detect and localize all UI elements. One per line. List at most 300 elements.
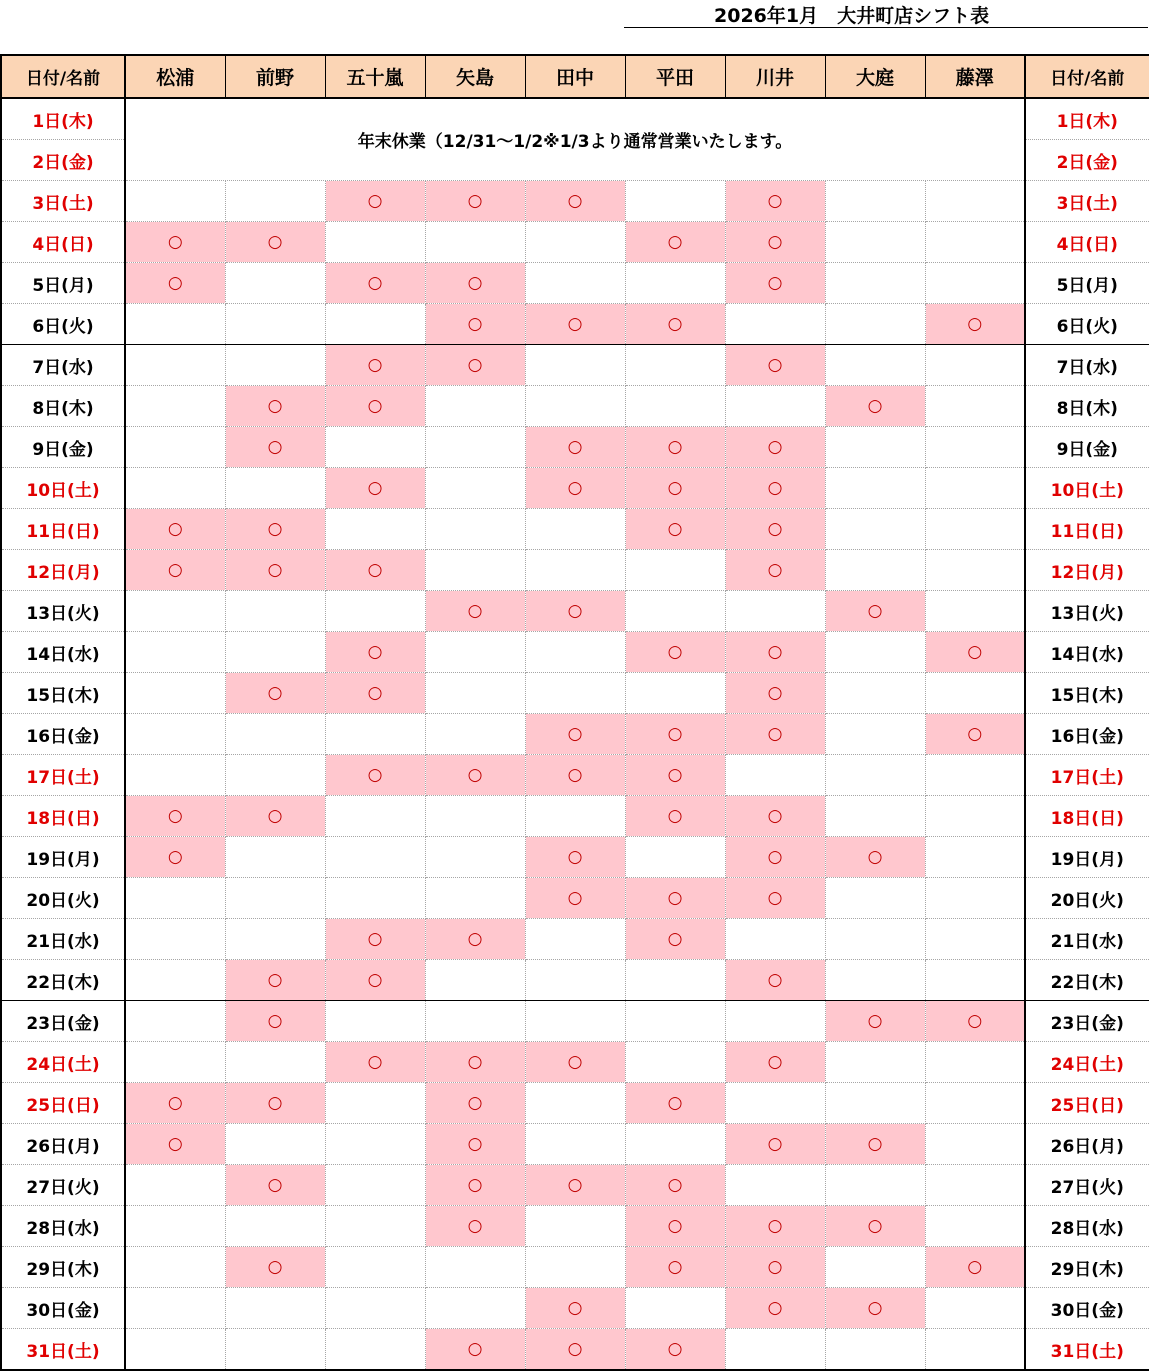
shift-cell[interactable] (325, 714, 425, 755)
shift-cell[interactable] (425, 1042, 525, 1083)
shift-cell[interactable] (225, 1124, 325, 1165)
shift-mark: ○ (467, 1093, 483, 1113)
shift-cell[interactable] (425, 1124, 525, 1165)
shift-cell[interactable] (125, 591, 225, 632)
shift-cell[interactable] (925, 181, 1025, 222)
shift-cell[interactable] (525, 919, 625, 960)
shift-cell[interactable] (525, 1165, 625, 1206)
day-row (1, 714, 1149, 755)
staff-header: 平田 (625, 55, 725, 98)
shift-cell[interactable] (525, 1001, 625, 1042)
shift-cell[interactable] (925, 1206, 1025, 1247)
shift-cell[interactable] (825, 632, 925, 673)
shift-cell[interactable] (425, 1206, 525, 1247)
shift-cell[interactable] (125, 837, 225, 878)
shift-cell[interactable] (725, 1124, 825, 1165)
shift-cell[interactable] (125, 550, 225, 591)
shift-cell[interactable] (725, 1083, 825, 1124)
shift-cell[interactable] (425, 1001, 525, 1042)
shift-cell[interactable] (425, 673, 525, 714)
date-cell-left: 29日(木) (1, 1247, 125, 1288)
shift-cell[interactable] (325, 755, 425, 796)
shift-cell[interactable] (625, 632, 725, 673)
shift-cell[interactable] (625, 1124, 725, 1165)
shift-mark: ○ (467, 1052, 483, 1072)
shift-cell[interactable] (625, 591, 725, 632)
shift-cell[interactable] (925, 509, 1025, 550)
shift-cell[interactable] (125, 181, 225, 222)
date-cell-left: 12日(月) (1, 550, 125, 591)
shift-cell[interactable] (725, 222, 825, 263)
shift-cell[interactable] (525, 468, 625, 509)
shift-cell[interactable] (325, 1206, 425, 1247)
shift-cell[interactable] (625, 181, 725, 222)
shift-cell[interactable] (425, 919, 525, 960)
shift-cell[interactable] (225, 345, 325, 386)
shift-cell[interactable] (825, 345, 925, 386)
shift-cell[interactable] (125, 714, 225, 755)
shift-mark: ○ (767, 1134, 783, 1154)
shift-mark: ○ (467, 929, 483, 949)
shift-cell[interactable] (525, 304, 625, 345)
shift-cell[interactable] (225, 263, 325, 304)
shift-cell[interactable] (625, 304, 725, 345)
shift-cell[interactable] (625, 1206, 725, 1247)
shift-cell[interactable] (225, 468, 325, 509)
shift-cell[interactable] (325, 673, 425, 714)
shift-cell[interactable] (825, 1042, 925, 1083)
shift-cell[interactable] (725, 427, 825, 468)
date-cell-right: 12日(月) (1025, 550, 1149, 591)
shift-cell[interactable] (925, 550, 1025, 591)
shift-cell[interactable] (625, 960, 725, 1001)
shift-cell[interactable] (925, 878, 1025, 919)
shift-cell[interactable] (325, 591, 425, 632)
shift-cell[interactable] (625, 837, 725, 878)
shift-cell[interactable] (825, 714, 925, 755)
shift-cell[interactable] (525, 673, 625, 714)
shift-cell[interactable] (525, 181, 625, 222)
shift-cell[interactable] (525, 1288, 625, 1329)
shift-cell[interactable] (925, 1165, 1025, 1206)
shift-cell[interactable] (225, 1042, 325, 1083)
date-cell-right: 18日(日) (1025, 796, 1149, 837)
shift-cell[interactable] (925, 796, 1025, 837)
shift-cell[interactable] (725, 919, 825, 960)
shift-cell[interactable] (925, 1247, 1025, 1288)
shift-cell[interactable] (925, 263, 1025, 304)
shift-cell[interactable] (825, 1247, 925, 1288)
shift-cell[interactable] (725, 386, 825, 427)
shift-cell[interactable] (325, 222, 425, 263)
shift-cell[interactable] (725, 837, 825, 878)
shift-mark: ○ (767, 642, 783, 662)
date-cell-left: 19日(月) (1, 837, 125, 878)
shift-cell[interactable] (325, 550, 425, 591)
shift-cell[interactable] (825, 1329, 925, 1371)
shift-cell[interactable] (125, 1001, 225, 1042)
shift-cell[interactable] (225, 1247, 325, 1288)
shift-cell[interactable] (425, 1165, 525, 1206)
shift-cell[interactable] (125, 673, 225, 714)
shift-cell[interactable] (925, 1042, 1025, 1083)
shift-cell[interactable] (125, 345, 225, 386)
shift-cell[interactable] (425, 1288, 525, 1329)
shift-cell[interactable] (325, 1329, 425, 1371)
shift-cell[interactable] (525, 960, 625, 1001)
shift-cell[interactable] (125, 468, 225, 509)
shift-cell[interactable] (225, 509, 325, 550)
shift-cell[interactable] (725, 345, 825, 386)
shift-cell[interactable] (625, 427, 725, 468)
shift-cell[interactable] (225, 1001, 325, 1042)
shift-cell[interactable] (725, 1001, 825, 1042)
shift-cell[interactable] (125, 222, 225, 263)
shift-cell[interactable] (925, 1124, 1025, 1165)
shift-cell[interactable] (225, 1165, 325, 1206)
shift-cell[interactable] (425, 427, 525, 468)
day-row (1, 1206, 1149, 1247)
shift-cell[interactable] (225, 673, 325, 714)
shift-cell[interactable] (425, 550, 525, 591)
shift-cell[interactable] (425, 222, 525, 263)
shift-cell[interactable] (825, 878, 925, 919)
shift-cell[interactable] (125, 1206, 225, 1247)
shift-cell[interactable] (225, 222, 325, 263)
shift-cell[interactable] (225, 714, 325, 755)
shift-cell[interactable] (325, 386, 425, 427)
shift-cell[interactable] (425, 263, 525, 304)
shift-cell[interactable] (125, 509, 225, 550)
shift-cell[interactable] (725, 591, 825, 632)
day-row (1, 1124, 1149, 1165)
shift-cell[interactable] (825, 1083, 925, 1124)
shift-mark: ○ (267, 683, 283, 703)
shift-cell[interactable] (525, 591, 625, 632)
staff-header: 前野 (225, 55, 325, 98)
shift-cell[interactable] (425, 1083, 525, 1124)
shift-cell[interactable] (425, 1329, 525, 1371)
shift-cell[interactable] (125, 1247, 225, 1288)
shift-cell[interactable] (425, 591, 525, 632)
shift-cell[interactable] (825, 1001, 925, 1042)
shift-cell[interactable] (925, 714, 1025, 755)
shift-cell[interactable] (425, 304, 525, 345)
shift-cell[interactable] (425, 468, 525, 509)
shift-cell[interactable] (925, 222, 1025, 263)
shift-cell[interactable] (725, 304, 825, 345)
shift-cell[interactable] (325, 468, 425, 509)
shift-cell[interactable] (725, 796, 825, 837)
shift-cell[interactable] (525, 714, 625, 755)
shift-cell[interactable] (125, 304, 225, 345)
shift-cell[interactable] (225, 1288, 325, 1329)
date-cell-right: 21日(水) (1025, 919, 1149, 960)
shift-cell[interactable] (925, 1329, 1025, 1371)
shift-cell[interactable] (725, 550, 825, 591)
shift-cell[interactable] (825, 837, 925, 878)
shift-cell[interactable] (625, 755, 725, 796)
shift-cell[interactable] (825, 673, 925, 714)
shift-cell[interactable] (325, 1288, 425, 1329)
shift-cell[interactable] (725, 263, 825, 304)
shift-cell[interactable] (625, 1042, 725, 1083)
shift-cell[interactable] (225, 878, 325, 919)
shift-cell[interactable] (825, 427, 925, 468)
shift-cell[interactable] (525, 1124, 625, 1165)
shift-cell[interactable] (325, 1124, 425, 1165)
shift-cell[interactable] (225, 1083, 325, 1124)
shift-cell[interactable] (125, 1124, 225, 1165)
shift-cell[interactable] (425, 345, 525, 386)
shift-cell[interactable] (225, 591, 325, 632)
shift-cell[interactable] (725, 714, 825, 755)
shift-cell[interactable] (525, 222, 625, 263)
shift-cell[interactable] (925, 632, 1025, 673)
shift-cell[interactable] (625, 222, 725, 263)
shift-cell[interactable] (625, 345, 725, 386)
shift-cell[interactable] (125, 919, 225, 960)
shift-cell[interactable] (825, 1165, 925, 1206)
shift-cell[interactable] (125, 1083, 225, 1124)
shift-cell[interactable] (925, 1001, 1025, 1042)
shift-cell[interactable] (325, 1001, 425, 1042)
shift-mark: ○ (667, 929, 683, 949)
shift-cell[interactable] (325, 181, 425, 222)
shift-cell[interactable] (825, 960, 925, 1001)
shift-cell[interactable] (825, 509, 925, 550)
shift-cell[interactable] (325, 509, 425, 550)
day-row (1, 1288, 1149, 1329)
shift-cell[interactable] (325, 304, 425, 345)
shift-cell[interactable] (625, 1001, 725, 1042)
shift-cell[interactable] (525, 345, 625, 386)
shift-cell[interactable] (525, 878, 625, 919)
shift-cell[interactable] (325, 263, 425, 304)
shift-cell[interactable] (825, 263, 925, 304)
shift-mark: ○ (667, 806, 683, 826)
day-row (1, 1001, 1149, 1042)
shift-cell[interactable] (825, 591, 925, 632)
shift-cell[interactable] (425, 386, 525, 427)
shift-cell[interactable] (425, 960, 525, 1001)
shift-cell[interactable] (825, 386, 925, 427)
date-cell-left: 18日(日) (1, 796, 125, 837)
shift-cell[interactable] (425, 181, 525, 222)
shift-cell[interactable] (125, 960, 225, 1001)
shift-cell[interactable] (825, 796, 925, 837)
shift-cell[interactable] (525, 1042, 625, 1083)
shift-cell[interactable] (525, 837, 625, 878)
shift-cell[interactable] (725, 1042, 825, 1083)
shift-cell[interactable] (325, 919, 425, 960)
shift-mark: ○ (167, 232, 183, 252)
shift-mark: ○ (567, 765, 583, 785)
shift-cell[interactable] (425, 878, 525, 919)
staff-header: 五十嵐 (325, 55, 425, 98)
shift-cell[interactable] (825, 181, 925, 222)
shift-cell[interactable] (825, 304, 925, 345)
shift-cell[interactable] (725, 673, 825, 714)
shift-cell[interactable] (425, 837, 525, 878)
shift-cell[interactable] (625, 1329, 725, 1371)
shift-cell[interactable] (625, 714, 725, 755)
shift-cell[interactable] (525, 632, 625, 673)
shift-cell[interactable] (725, 755, 825, 796)
shift-cell[interactable] (325, 1083, 425, 1124)
shift-cell[interactable] (625, 1247, 725, 1288)
shift-cell[interactable] (925, 755, 1025, 796)
shift-mark: ○ (767, 437, 783, 457)
shift-cell[interactable] (525, 1206, 625, 1247)
shift-cell[interactable] (225, 919, 325, 960)
shift-mark: ○ (667, 519, 683, 539)
shift-cell[interactable] (125, 796, 225, 837)
shift-cell[interactable] (925, 960, 1025, 1001)
shift-cell[interactable] (825, 1206, 925, 1247)
shift-cell[interactable] (525, 550, 625, 591)
shift-cell[interactable] (825, 550, 925, 591)
shift-cell[interactable] (125, 427, 225, 468)
date-cell-left: 24日(土) (1, 1042, 125, 1083)
shift-cell[interactable] (425, 755, 525, 796)
shift-cell[interactable] (625, 468, 725, 509)
shift-cell[interactable] (725, 1329, 825, 1371)
shift-cell[interactable] (225, 181, 325, 222)
shift-cell[interactable] (125, 1042, 225, 1083)
shift-cell[interactable] (325, 427, 425, 468)
shift-cell[interactable] (125, 632, 225, 673)
shift-cell[interactable] (125, 263, 225, 304)
shift-cell[interactable] (825, 222, 925, 263)
shift-cell[interactable] (225, 796, 325, 837)
shift-mark: ○ (267, 970, 283, 990)
shift-cell[interactable] (925, 591, 1025, 632)
shift-cell[interactable] (525, 755, 625, 796)
shift-cell[interactable] (125, 1329, 225, 1371)
shift-cell[interactable] (625, 796, 725, 837)
shift-cell[interactable] (225, 960, 325, 1001)
shift-mark: ○ (567, 724, 583, 744)
shift-cell[interactable] (725, 468, 825, 509)
shift-cell[interactable] (325, 960, 425, 1001)
shift-cell[interactable] (525, 509, 625, 550)
shift-cell[interactable] (425, 509, 525, 550)
shift-cell[interactable] (225, 550, 325, 591)
shift-cell[interactable] (925, 673, 1025, 714)
day-row (1, 98, 1149, 140)
shift-cell[interactable] (125, 755, 225, 796)
shift-cell[interactable] (225, 632, 325, 673)
shift-cell[interactable] (525, 386, 625, 427)
shift-cell[interactable] (725, 509, 825, 550)
shift-cell[interactable] (825, 1124, 925, 1165)
shift-cell[interactable] (325, 1042, 425, 1083)
shift-cell[interactable] (225, 386, 325, 427)
shift-cell[interactable] (725, 632, 825, 673)
shift-cell[interactable] (425, 714, 525, 755)
staff-header: 藤澤 (925, 55, 1025, 98)
shift-cell[interactable] (325, 796, 425, 837)
shift-cell[interactable] (225, 755, 325, 796)
shift-cell[interactable] (625, 673, 725, 714)
shift-cell[interactable] (925, 919, 1025, 960)
shift-cell[interactable] (525, 263, 625, 304)
shift-cell[interactable] (325, 837, 425, 878)
shift-cell[interactable] (625, 1288, 725, 1329)
shift-cell[interactable] (725, 960, 825, 1001)
shift-cell[interactable] (525, 1329, 625, 1371)
shift-cell[interactable] (525, 427, 625, 468)
shift-cell[interactable] (725, 1206, 825, 1247)
shift-cell[interactable] (325, 1247, 425, 1288)
shift-cell[interactable] (525, 796, 625, 837)
shift-cell[interactable] (625, 1083, 725, 1124)
shift-mark: ○ (367, 683, 383, 703)
shift-cell[interactable] (225, 1329, 325, 1371)
shift-cell[interactable] (925, 1083, 1025, 1124)
shift-cell[interactable] (725, 1165, 825, 1206)
shift-cell[interactable] (925, 345, 1025, 386)
shift-cell[interactable] (925, 427, 1025, 468)
shift-cell[interactable] (325, 878, 425, 919)
shift-cell[interactable] (925, 1288, 1025, 1329)
shift-cell[interactable] (425, 796, 525, 837)
shift-mark: ○ (967, 642, 983, 662)
shift-cell[interactable] (925, 304, 1025, 345)
date-cell-right: 3日(土) (1025, 181, 1149, 222)
shift-cell[interactable] (925, 468, 1025, 509)
shift-cell[interactable] (125, 1288, 225, 1329)
shift-cell[interactable] (825, 919, 925, 960)
shift-cell[interactable] (625, 550, 725, 591)
shift-cell[interactable] (425, 1247, 525, 1288)
shift-cell[interactable] (325, 632, 425, 673)
shift-cell[interactable] (625, 263, 725, 304)
shift-cell[interactable] (625, 1165, 725, 1206)
shift-cell[interactable] (325, 345, 425, 386)
shift-cell[interactable] (725, 1288, 825, 1329)
date-cell-right: 27日(火) (1025, 1165, 1149, 1206)
date-cell-right: 10日(土) (1025, 468, 1149, 509)
shift-cell[interactable] (225, 837, 325, 878)
shift-cell[interactable] (825, 468, 925, 509)
shift-cell[interactable] (225, 1206, 325, 1247)
shift-cell[interactable] (125, 878, 225, 919)
shift-cell[interactable] (725, 1247, 825, 1288)
shift-cell[interactable] (925, 386, 1025, 427)
shift-mark: ○ (967, 1011, 983, 1031)
shift-cell[interactable] (125, 1165, 225, 1206)
shift-cell[interactable] (525, 1247, 625, 1288)
shift-cell[interactable] (225, 304, 325, 345)
shift-cell[interactable] (625, 386, 725, 427)
shift-cell[interactable] (425, 632, 525, 673)
shift-cell[interactable] (925, 837, 1025, 878)
shift-cell[interactable] (125, 386, 225, 427)
shift-cell[interactable] (725, 181, 825, 222)
shift-cell[interactable] (625, 919, 725, 960)
shift-cell[interactable] (625, 878, 725, 919)
shift-cell[interactable] (825, 1288, 925, 1329)
shift-cell[interactable] (625, 509, 725, 550)
shift-cell[interactable] (725, 878, 825, 919)
shift-mark: ○ (667, 1093, 683, 1113)
shift-cell[interactable] (325, 1165, 425, 1206)
shift-cell[interactable] (225, 427, 325, 468)
shift-cell[interactable] (525, 1083, 625, 1124)
shift-cell[interactable] (825, 755, 925, 796)
